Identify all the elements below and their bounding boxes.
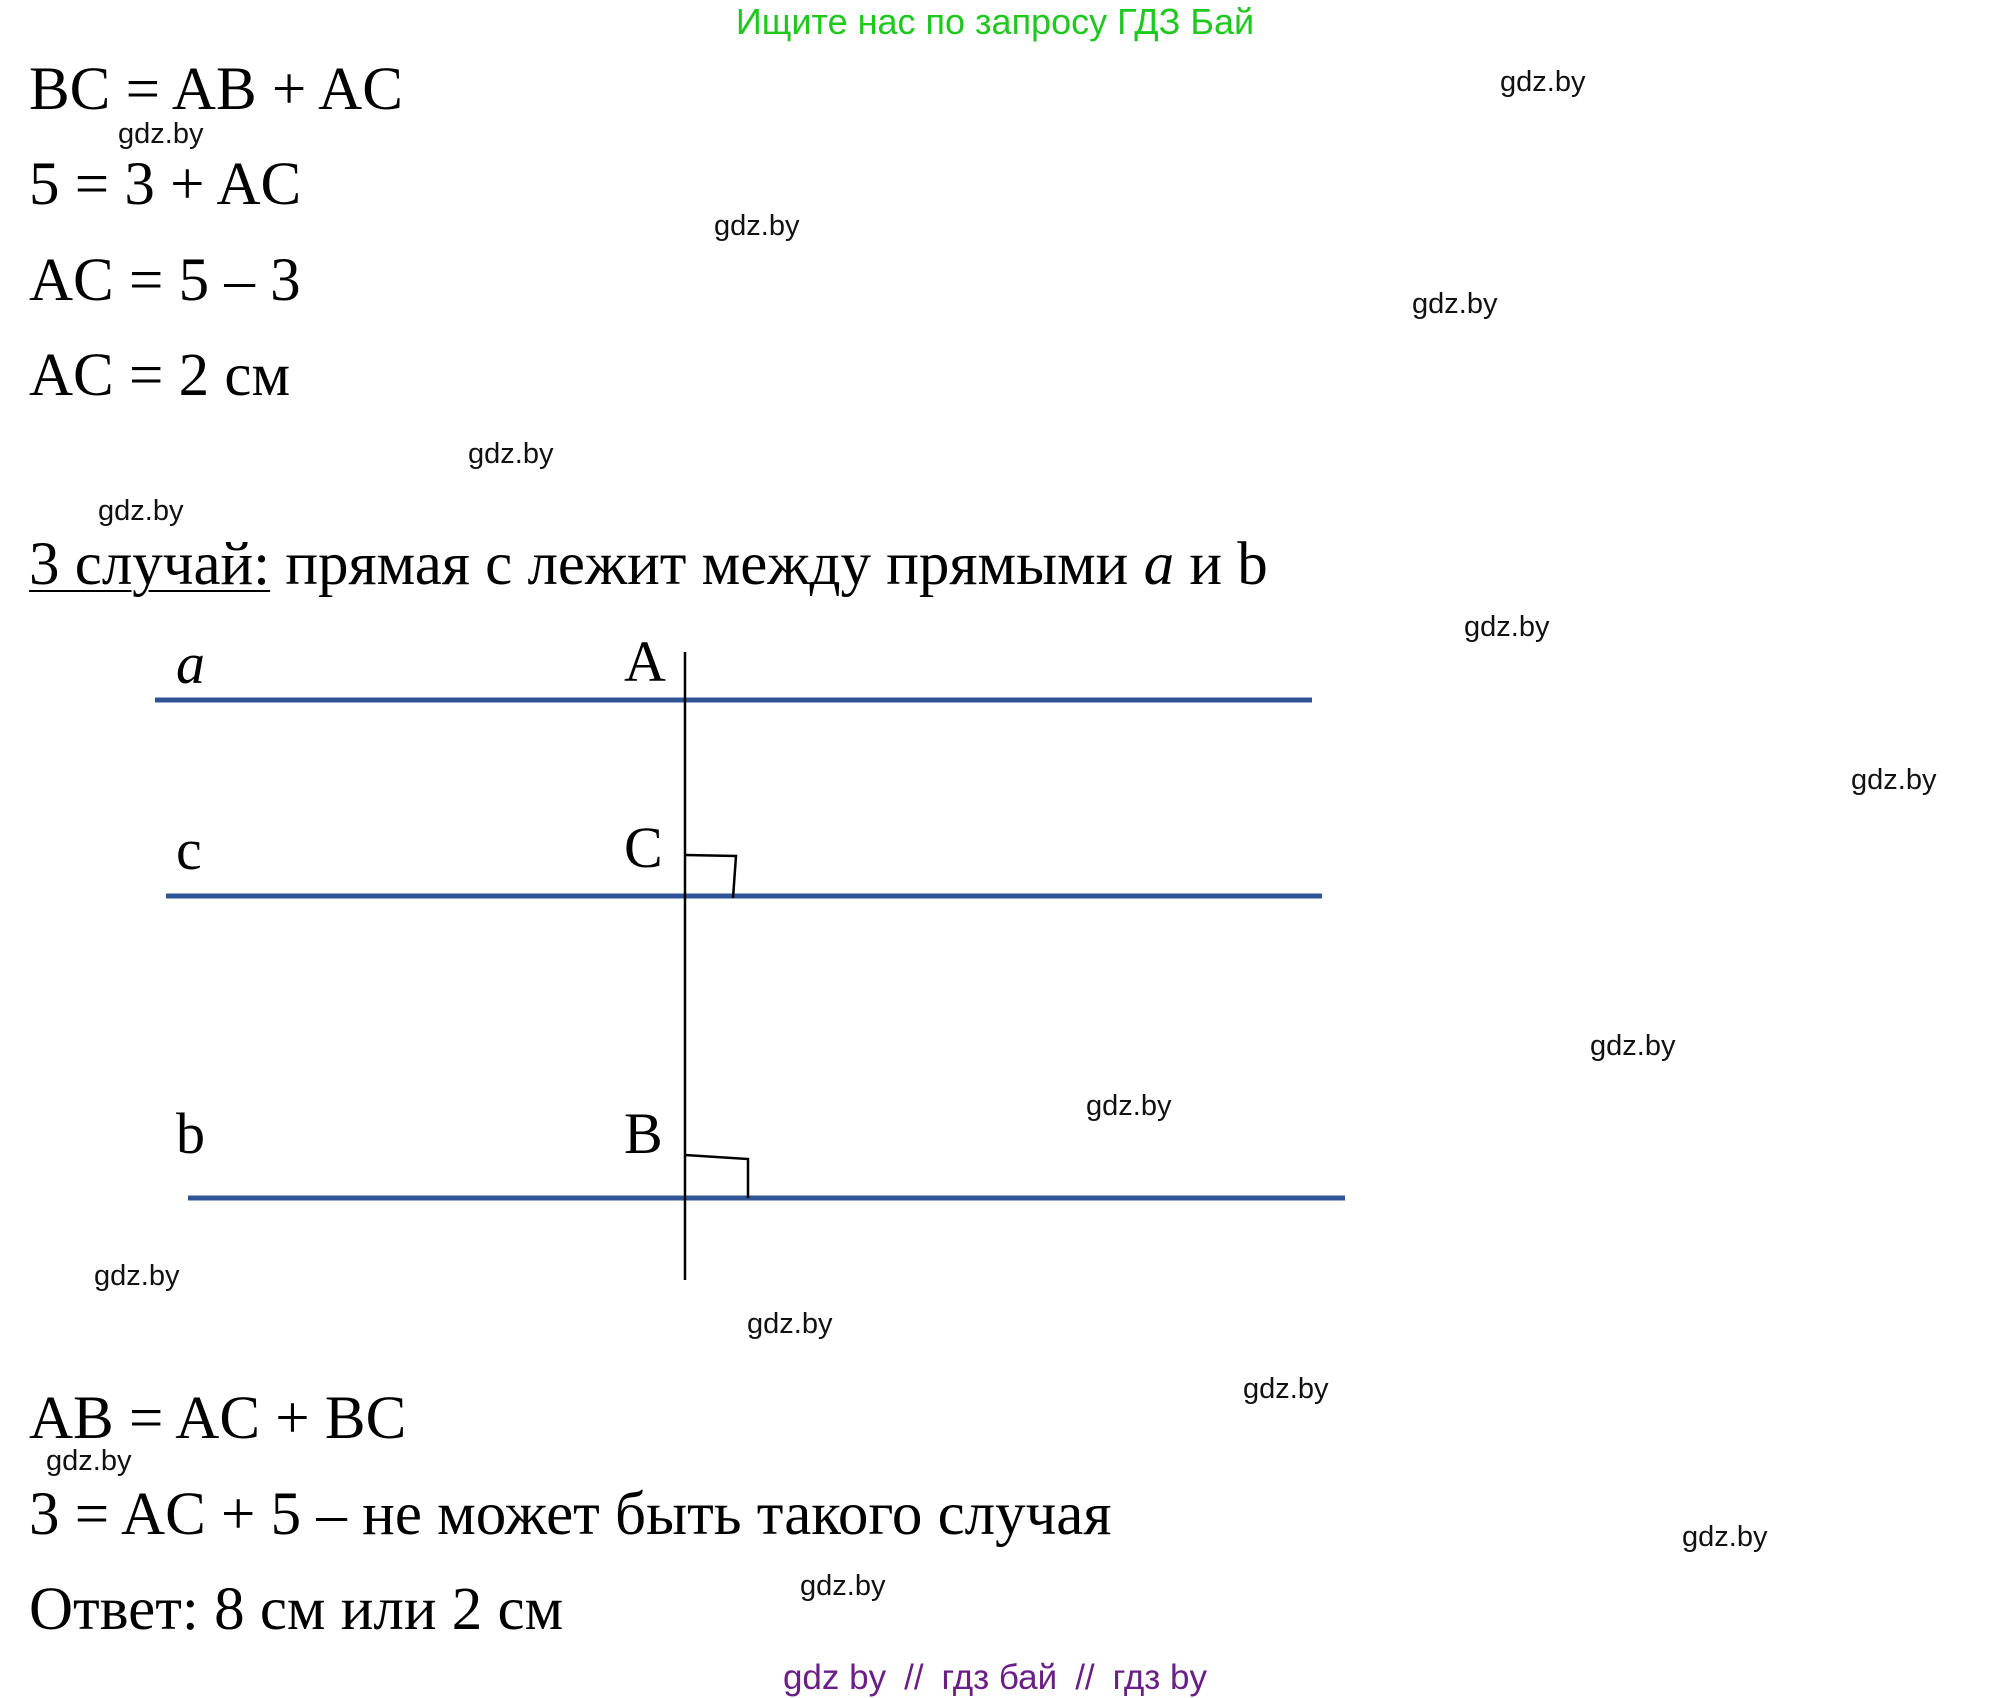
label-point-a: A: [624, 629, 666, 694]
watermark: gdz.by: [118, 118, 204, 150]
equation-line-6: 3 = AC + 5 – не может быть такого случая: [29, 1481, 1112, 1548]
equation-line-2: 5 = 3 + AC: [29, 151, 302, 218]
label-point-b: B: [624, 1101, 663, 1166]
footer: [0, 1658, 1990, 1698]
watermark: gdz.by: [800, 1570, 886, 1602]
footer-link-gdz-by-cyr[interactable]: гдз by: [1112, 1658, 1208, 1697]
footer-link-gdz-by[interactable]: gdz by: [782, 1658, 887, 1697]
watermark: gdz.by: [94, 1260, 180, 1292]
watermark: gdz.by: [1086, 1090, 1172, 1122]
answer-line: Ответ: 8 см или 2 см: [29, 1576, 564, 1643]
equation-line-3: AC = 5 – 3: [29, 247, 301, 314]
case-heading-label: 3 случай:: [29, 531, 271, 598]
case-heading-line-a: a: [1143, 531, 1175, 598]
watermark: gdz.by: [46, 1445, 132, 1477]
watermark: gdz.by: [714, 210, 800, 242]
footer-separator: //: [1075, 1658, 1095, 1697]
footer-link-gdz-bai[interactable]: гдз бай: [941, 1658, 1058, 1697]
watermark: gdz.by: [1412, 288, 1498, 320]
watermark: gdz.by: [1243, 1373, 1329, 1405]
watermark: gdz.by: [98, 495, 184, 527]
footer-separator: //: [904, 1658, 924, 1697]
watermark: gdz.by: [1590, 1030, 1676, 1062]
geometry-diagram: [0, 600, 1990, 1300]
right-angle-mark-b: [685, 1155, 748, 1198]
case-heading: [29, 530, 1268, 600]
equation-line-1: BC = AB + AC: [29, 56, 403, 123]
case-heading-text-end: и b: [1174, 531, 1268, 598]
watermark: gdz.by: [1682, 1521, 1768, 1553]
watermark: gdz.by: [1500, 66, 1586, 98]
watermark: gdz.by: [1464, 611, 1550, 643]
watermark: gdz.by: [1851, 764, 1937, 796]
equation-line-4: AC = 2 см: [29, 342, 291, 409]
watermark: gdz.by: [468, 438, 554, 470]
equation-line-5: AB = AC + BC: [29, 1385, 407, 1452]
right-angle-mark-c: [685, 855, 736, 898]
label-line-b: b: [176, 1101, 205, 1166]
watermark: gdz.by: [747, 1308, 833, 1340]
top-banner: Ищите нас по запросу ГДЗ Бай: [735, 1, 1255, 42]
diagram-svg: [0, 600, 1990, 1300]
label-point-c: C: [624, 815, 663, 880]
label-line-a: a: [176, 631, 205, 696]
case-heading-text: прямая с лежит между прямыми: [270, 531, 1144, 598]
label-line-c: c: [176, 817, 202, 882]
